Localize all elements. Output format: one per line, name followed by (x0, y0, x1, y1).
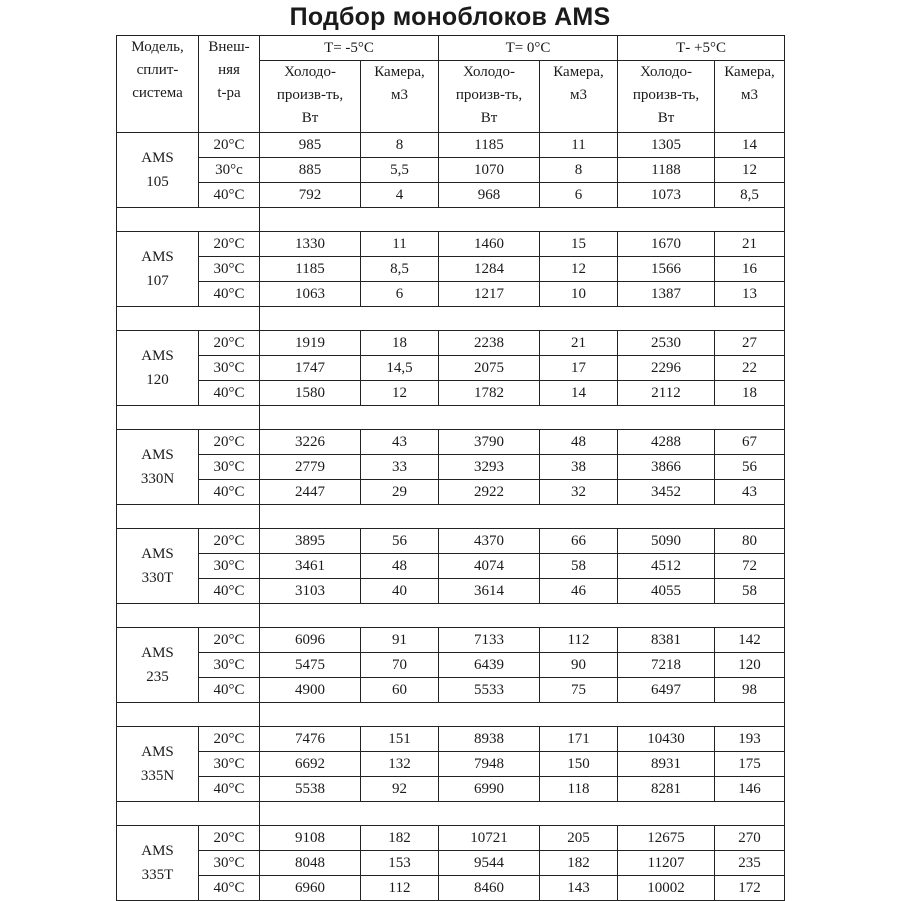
ext-temp-cell: 20°C (199, 133, 260, 158)
volume-cell: 12 (540, 257, 618, 282)
separator-cell (117, 604, 260, 628)
capacity-cell: 8281 (618, 777, 715, 802)
volume-cell: 56 (361, 529, 439, 554)
capacity-cell: 3790 (439, 430, 540, 455)
header-ext-temp-line: Внеш- (208, 39, 250, 55)
table-row (117, 777, 785, 802)
header-volume-line: Камера, (724, 64, 775, 80)
separator-cell (117, 208, 260, 232)
header-volume-cell (715, 61, 785, 133)
capacity-cell: 968 (439, 183, 540, 208)
separator-cell (260, 406, 785, 430)
header-group-label: Т- +5°C (618, 36, 785, 61)
capacity-cell: 2075 (439, 356, 540, 381)
capacity-cell: 10721 (439, 826, 540, 851)
separator-row (117, 307, 785, 331)
page-title: Подбор моноблоков AMS (289, 3, 611, 31)
volume-cell: 75 (540, 678, 618, 703)
table-row (117, 678, 785, 703)
volume-cell: 80 (715, 529, 785, 554)
volume-cell: 146 (715, 777, 785, 802)
capacity-cell: 3452 (618, 480, 715, 505)
volume-cell: 27 (715, 331, 785, 356)
capacity-cell: 1747 (260, 356, 361, 381)
separator-cell (260, 604, 785, 628)
capacity-cell: 4055 (618, 579, 715, 604)
volume-cell: 10 (540, 282, 618, 307)
volume-cell: 66 (540, 529, 618, 554)
capacity-cell: 4370 (439, 529, 540, 554)
table-row (117, 232, 785, 257)
capacity-cell: 10002 (618, 876, 715, 901)
capacity-cell: 8048 (260, 851, 361, 876)
ext-temp-cell: 20°C (199, 232, 260, 257)
model-cell (117, 826, 199, 901)
ext-temp-cell: 20°C (199, 826, 260, 851)
volume-cell: 18 (715, 381, 785, 406)
table-row (117, 876, 785, 901)
volume-cell: 6 (361, 282, 439, 307)
table-row (117, 851, 785, 876)
capacity-cell: 2530 (618, 331, 715, 356)
volume-cell: 11 (361, 232, 439, 257)
ext-temp-cell: 20°C (199, 628, 260, 653)
capacity-cell: 3614 (439, 579, 540, 604)
volume-cell: 48 (540, 430, 618, 455)
capacity-cell: 2296 (618, 356, 715, 381)
volume-cell: 46 (540, 579, 618, 604)
selection-table (116, 35, 785, 901)
volume-cell: 21 (715, 232, 785, 257)
capacity-cell: 1185 (260, 257, 361, 282)
model-name-line: AMS (141, 249, 174, 265)
model-cell (117, 331, 199, 406)
header-capacity-line: Холодо- (463, 64, 515, 80)
ext-temp-cell: 40°C (199, 777, 260, 802)
volume-cell: 8,5 (715, 183, 785, 208)
volume-cell: 40 (361, 579, 439, 604)
capacity-cell: 4512 (618, 554, 715, 579)
header-volume-line: м3 (741, 87, 759, 103)
ext-temp-cell: 40°C (199, 282, 260, 307)
ext-temp-cell: 30°C (199, 653, 260, 678)
capacity-cell: 2238 (439, 331, 540, 356)
volume-cell: 60 (361, 678, 439, 703)
separator-row (117, 703, 785, 727)
table-row (117, 826, 785, 851)
volume-cell: 118 (540, 777, 618, 802)
capacity-cell: 1305 (618, 133, 715, 158)
separator-row (117, 406, 785, 430)
header-capacity-line: произв-ть, (276, 87, 344, 103)
header-ext-temp-line: t-ра (217, 85, 241, 101)
volume-cell: 120 (715, 653, 785, 678)
ext-temp-cell: 30°C (199, 851, 260, 876)
capacity-cell: 12675 (618, 826, 715, 851)
volume-cell: 14 (540, 381, 618, 406)
volume-cell: 22 (715, 356, 785, 381)
capacity-cell: 8938 (439, 727, 540, 752)
capacity-cell: 8381 (618, 628, 715, 653)
volume-cell: 90 (540, 653, 618, 678)
capacity-cell: 7218 (618, 653, 715, 678)
model-cell (117, 529, 199, 604)
volume-cell: 72 (715, 554, 785, 579)
capacity-cell: 11207 (618, 851, 715, 876)
capacity-cell: 3226 (260, 430, 361, 455)
ext-temp-cell: 40°C (199, 876, 260, 901)
volume-cell: 43 (715, 480, 785, 505)
capacity-cell: 7476 (260, 727, 361, 752)
volume-cell: 171 (540, 727, 618, 752)
ext-temp-cell: 40°C (199, 183, 260, 208)
volume-cell: 13 (715, 282, 785, 307)
header-capacity-cell (618, 61, 715, 133)
header-capacity-cell (439, 61, 540, 133)
model-name-line: 330T (141, 570, 174, 586)
ext-temp-cell: 40°C (199, 579, 260, 604)
volume-cell: 15 (540, 232, 618, 257)
capacity-cell: 1566 (618, 257, 715, 282)
table-row (117, 257, 785, 282)
table-row (117, 480, 785, 505)
capacity-cell: 6990 (439, 777, 540, 802)
volume-cell: 29 (361, 480, 439, 505)
header-capacity-line: произв-ть, (455, 87, 523, 103)
ext-temp-cell: 30°C (199, 356, 260, 381)
volume-cell: 182 (540, 851, 618, 876)
capacity-cell: 2922 (439, 480, 540, 505)
capacity-cell: 3461 (260, 554, 361, 579)
capacity-cell: 1073 (618, 183, 715, 208)
table-row (117, 183, 785, 208)
model-cell (117, 628, 199, 703)
model-cell (117, 232, 199, 307)
header-model-line: система (132, 85, 183, 101)
capacity-cell: 7948 (439, 752, 540, 777)
capacity-cell: 1670 (618, 232, 715, 257)
volume-cell: 12 (715, 158, 785, 183)
table-row (117, 628, 785, 653)
header-volume-cell (361, 61, 439, 133)
header-model-cell (117, 36, 199, 133)
header-group-label: Т= 0°C (439, 36, 618, 61)
volume-cell: 112 (361, 876, 439, 901)
capacity-cell: 9108 (260, 826, 361, 851)
volume-cell: 142 (715, 628, 785, 653)
volume-cell: 205 (540, 826, 618, 851)
header-capacity-line: Вт (301, 110, 319, 126)
capacity-cell: 885 (260, 158, 361, 183)
ext-temp-cell: 40°C (199, 678, 260, 703)
capacity-cell: 3293 (439, 455, 540, 480)
volume-cell: 8,5 (361, 257, 439, 282)
header-group-label: Т= -5°C (260, 36, 439, 61)
volume-cell: 132 (361, 752, 439, 777)
ext-temp-cell: 30°C (199, 554, 260, 579)
capacity-cell: 985 (260, 133, 361, 158)
volume-cell: 92 (361, 777, 439, 802)
capacity-cell: 4288 (618, 430, 715, 455)
table-row (117, 529, 785, 554)
header-capacity-line: Холодо- (284, 64, 336, 80)
volume-cell: 14,5 (361, 356, 439, 381)
header-volume-line: Камера, (553, 64, 604, 80)
volume-cell: 151 (361, 727, 439, 752)
model-name-line: 335N (140, 768, 175, 784)
capacity-cell: 1460 (439, 232, 540, 257)
separator-cell (117, 307, 260, 331)
separator-row (117, 604, 785, 628)
header-volume-cell (540, 61, 618, 133)
header-ext-temp-line: няя (218, 62, 240, 78)
capacity-cell: 1070 (439, 158, 540, 183)
separator-cell (260, 208, 785, 232)
capacity-cell: 1387 (618, 282, 715, 307)
capacity-cell: 6692 (260, 752, 361, 777)
header-capacity-line: Вт (480, 110, 498, 126)
header-model-line: сплит- (136, 62, 179, 78)
volume-cell: 5,5 (361, 158, 439, 183)
separator-cell (117, 406, 260, 430)
table-row (117, 133, 785, 158)
table-row (117, 579, 785, 604)
volume-cell: 11 (540, 133, 618, 158)
table-row (117, 356, 785, 381)
volume-cell: 70 (361, 653, 439, 678)
volume-cell: 143 (540, 876, 618, 901)
ext-temp-cell: 20°C (199, 331, 260, 356)
capacity-cell: 3103 (260, 579, 361, 604)
separator-cell (117, 802, 260, 826)
volume-cell: 193 (715, 727, 785, 752)
model-cell (117, 133, 199, 208)
volume-cell: 48 (361, 554, 439, 579)
volume-cell: 16 (715, 257, 785, 282)
header-capacity-line: Холодо- (640, 64, 692, 80)
separator-cell (117, 505, 260, 529)
capacity-cell: 792 (260, 183, 361, 208)
capacity-cell: 1217 (439, 282, 540, 307)
volume-cell: 32 (540, 480, 618, 505)
volume-cell: 33 (361, 455, 439, 480)
volume-cell: 58 (715, 579, 785, 604)
volume-cell: 56 (715, 455, 785, 480)
header-capacity-line: Вт (657, 110, 675, 126)
ext-temp-cell: 20°C (199, 430, 260, 455)
header-capacity-line: произв-ть, (632, 87, 700, 103)
ext-temp-cell: 30°C (199, 752, 260, 777)
volume-cell: 6 (540, 183, 618, 208)
volume-cell: 43 (361, 430, 439, 455)
table-row (117, 331, 785, 356)
volume-cell: 12 (361, 381, 439, 406)
ext-temp-cell: 30°C (199, 455, 260, 480)
capacity-cell: 6439 (439, 653, 540, 678)
capacity-cell: 9544 (439, 851, 540, 876)
volume-cell: 8 (540, 158, 618, 183)
capacity-cell: 1919 (260, 331, 361, 356)
volume-cell: 235 (715, 851, 785, 876)
model-name-line: 330N (140, 471, 175, 487)
capacity-cell: 1185 (439, 133, 540, 158)
capacity-cell: 5533 (439, 678, 540, 703)
header-model-line: Модель, (131, 39, 184, 55)
volume-cell: 98 (715, 678, 785, 703)
volume-cell: 182 (361, 826, 439, 851)
ext-temp-cell: 40°C (199, 381, 260, 406)
capacity-cell: 1063 (260, 282, 361, 307)
separator-row (117, 208, 785, 232)
volume-cell: 38 (540, 455, 618, 480)
header-capacity-cell (260, 61, 361, 133)
volume-cell: 58 (540, 554, 618, 579)
table-row (117, 430, 785, 455)
model-name-line: 235 (146, 669, 169, 685)
table-row (117, 554, 785, 579)
model-name-line: AMS (141, 843, 174, 859)
capacity-cell: 8460 (439, 876, 540, 901)
capacity-cell: 5475 (260, 653, 361, 678)
header-row-groups (117, 36, 785, 61)
capacity-cell: 1188 (618, 158, 715, 183)
capacity-cell: 6096 (260, 628, 361, 653)
volume-cell: 18 (361, 331, 439, 356)
volume-cell: 270 (715, 826, 785, 851)
model-name-line: AMS (141, 744, 174, 760)
model-name-line: 107 (146, 273, 169, 289)
volume-cell: 8 (361, 133, 439, 158)
capacity-cell: 4900 (260, 678, 361, 703)
model-name-line: AMS (141, 447, 174, 463)
model-name-line: 335T (141, 867, 174, 883)
separator-cell (260, 307, 785, 331)
volume-cell: 17 (540, 356, 618, 381)
ext-temp-cell: 20°C (199, 727, 260, 752)
separator-cell (260, 703, 785, 727)
capacity-cell: 1284 (439, 257, 540, 282)
volume-cell: 112 (540, 628, 618, 653)
volume-cell: 21 (540, 331, 618, 356)
capacity-cell: 2112 (618, 381, 715, 406)
separator-cell (260, 505, 785, 529)
capacity-cell: 1580 (260, 381, 361, 406)
table-row (117, 653, 785, 678)
table-row (117, 455, 785, 480)
table-row (117, 752, 785, 777)
table-row (117, 727, 785, 752)
capacity-cell: 5090 (618, 529, 715, 554)
table-row (117, 158, 785, 183)
model-name-line: AMS (141, 348, 174, 364)
volume-cell: 14 (715, 133, 785, 158)
volume-cell: 172 (715, 876, 785, 901)
capacity-cell: 3866 (618, 455, 715, 480)
capacity-cell: 3895 (260, 529, 361, 554)
separator-row (117, 505, 785, 529)
capacity-cell: 2447 (260, 480, 361, 505)
capacity-cell: 8931 (618, 752, 715, 777)
ext-temp-cell: 30°c (199, 158, 260, 183)
ext-temp-cell: 30°C (199, 257, 260, 282)
ext-temp-cell: 20°C (199, 529, 260, 554)
capacity-cell: 10430 (618, 727, 715, 752)
model-name-line: 105 (146, 174, 169, 190)
capacity-cell: 6960 (260, 876, 361, 901)
volume-cell: 4 (361, 183, 439, 208)
model-name-line: AMS (141, 150, 174, 166)
model-name-line: AMS (141, 645, 174, 661)
header-volume-line: Камера, (374, 64, 425, 80)
volume-cell: 91 (361, 628, 439, 653)
ext-temp-cell: 40°C (199, 480, 260, 505)
capacity-cell: 5538 (260, 777, 361, 802)
volume-cell: 67 (715, 430, 785, 455)
model-cell (117, 430, 199, 505)
volume-cell: 175 (715, 752, 785, 777)
header-ext-temp-cell (199, 36, 260, 133)
separator-cell (260, 802, 785, 826)
volume-cell: 153 (361, 851, 439, 876)
capacity-cell: 1330 (260, 232, 361, 257)
table-row (117, 381, 785, 406)
model-name-line: 120 (146, 372, 169, 388)
capacity-cell: 4074 (439, 554, 540, 579)
capacity-cell: 1782 (439, 381, 540, 406)
header-volume-line: м3 (570, 87, 587, 103)
header-volume-line: м3 (391, 87, 408, 103)
separator-row (117, 802, 785, 826)
capacity-cell: 2779 (260, 455, 361, 480)
volume-cell: 150 (540, 752, 618, 777)
model-name-line: AMS (141, 546, 174, 562)
model-cell (117, 727, 199, 802)
table-row (117, 282, 785, 307)
separator-cell (117, 703, 260, 727)
capacity-cell: 6497 (618, 678, 715, 703)
capacity-cell: 7133 (439, 628, 540, 653)
